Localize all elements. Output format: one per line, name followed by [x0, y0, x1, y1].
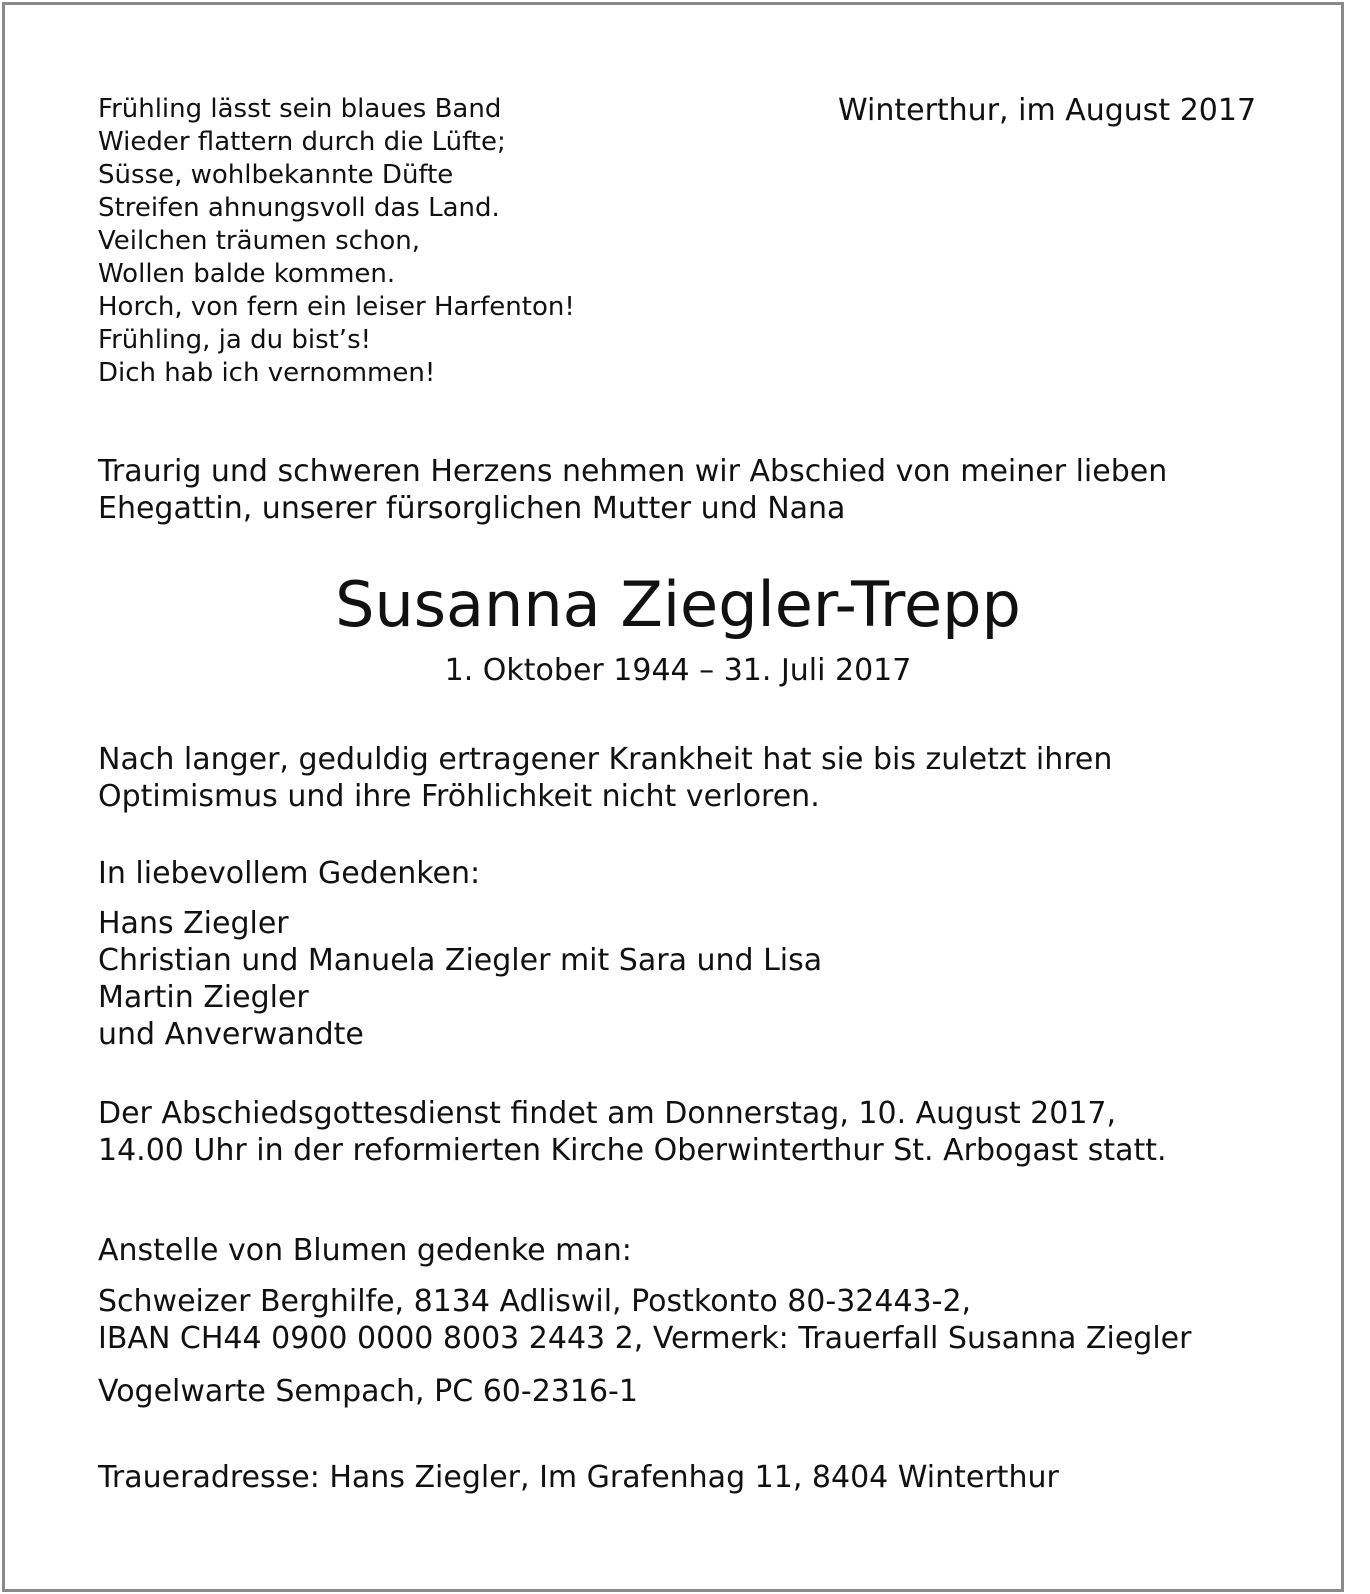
poem [98, 93, 575, 390]
illness-line: Optimismus und ihre Fröhlichkeit nicht verloren. [98, 779, 820, 814]
memory-heading: In liebevollem Gedenken: [98, 856, 481, 891]
service-line: 14.00 Uhr in der reformierten Kirche Oberwinterthur St. Arbogast statt. [98, 1133, 1167, 1168]
obituary-notice [2, 2, 1344, 1592]
mourner: und Anverwandte [98, 1017, 364, 1052]
donation-berghilfe [98, 1283, 1191, 1357]
donation-heading: Anstelle von Blumen gedenke man: [98, 1233, 632, 1268]
donation-line: IBAN CH44 0900 0000 8003 2443 2, Vermerk: Trauerfall Susanna Ziegler [98, 1321, 1192, 1356]
mourner: Christian und Manuela Ziegler mit Sara und Lisa [98, 943, 823, 978]
mourners-list [98, 905, 822, 1053]
intro-line: Ehegattin, unserer fürsorglichen Mutter und Nana [98, 491, 846, 526]
mourner: Martin Ziegler [98, 980, 309, 1015]
poem-line: Frühling, ja du bist’s! [98, 325, 372, 355]
poem-line: Veilchen träumen schon, [98, 226, 421, 256]
mourning-address: Traueradresse: Hans Ziegler, Im Grafenhag 11, 8404 Winterthur [98, 1460, 1059, 1495]
life-dates: 1. Oktober 1944 – 31. Juli 2017 [444, 653, 912, 688]
donation-vogelwarte [98, 1373, 638, 1410]
poem-line: Dich hab ich vernommen! [98, 358, 436, 388]
illness-line: Nach langer, geduldig ertragener Krankheit hat sie bis zuletzt ihren [98, 742, 1113, 777]
poem-line: Wollen balde kommen. [98, 259, 396, 289]
donation-line: Vogelwarte Sempach, PC 60-2316-1 [98, 1374, 638, 1409]
poem-line: Wieder flattern durch die Lüfte; [98, 127, 506, 157]
poem-line: Streifen ahnungsvoll das Land. [98, 193, 500, 223]
poem-line: Frühling lässt sein blaues Band [98, 94, 502, 124]
place-date: Winterthur, im August 2017 [838, 93, 1257, 128]
intro-text [98, 453, 1167, 527]
illness-text [98, 741, 1112, 815]
poem-line: Horch, von fern ein leiser Harfenton! [98, 292, 575, 322]
donation-line: Schweizer Berghilfe, 8134 Adliswil, Postkonto 80-32443-2, [98, 1284, 972, 1319]
mourner: Hans Ziegler [98, 906, 289, 941]
service-line: Der Abschiedsgottesdienst findet am Donnerstag, 10. August 2017, [98, 1096, 1117, 1131]
service-info [98, 1095, 1167, 1169]
poem-line: Süsse, wohlbekannte Düfte [98, 160, 454, 190]
intro-line: Traurig und schweren Herzens nehmen wir Abschied von meiner lieben [98, 454, 1168, 489]
deceased-name: Susanna Ziegler-Trepp [335, 568, 1021, 641]
